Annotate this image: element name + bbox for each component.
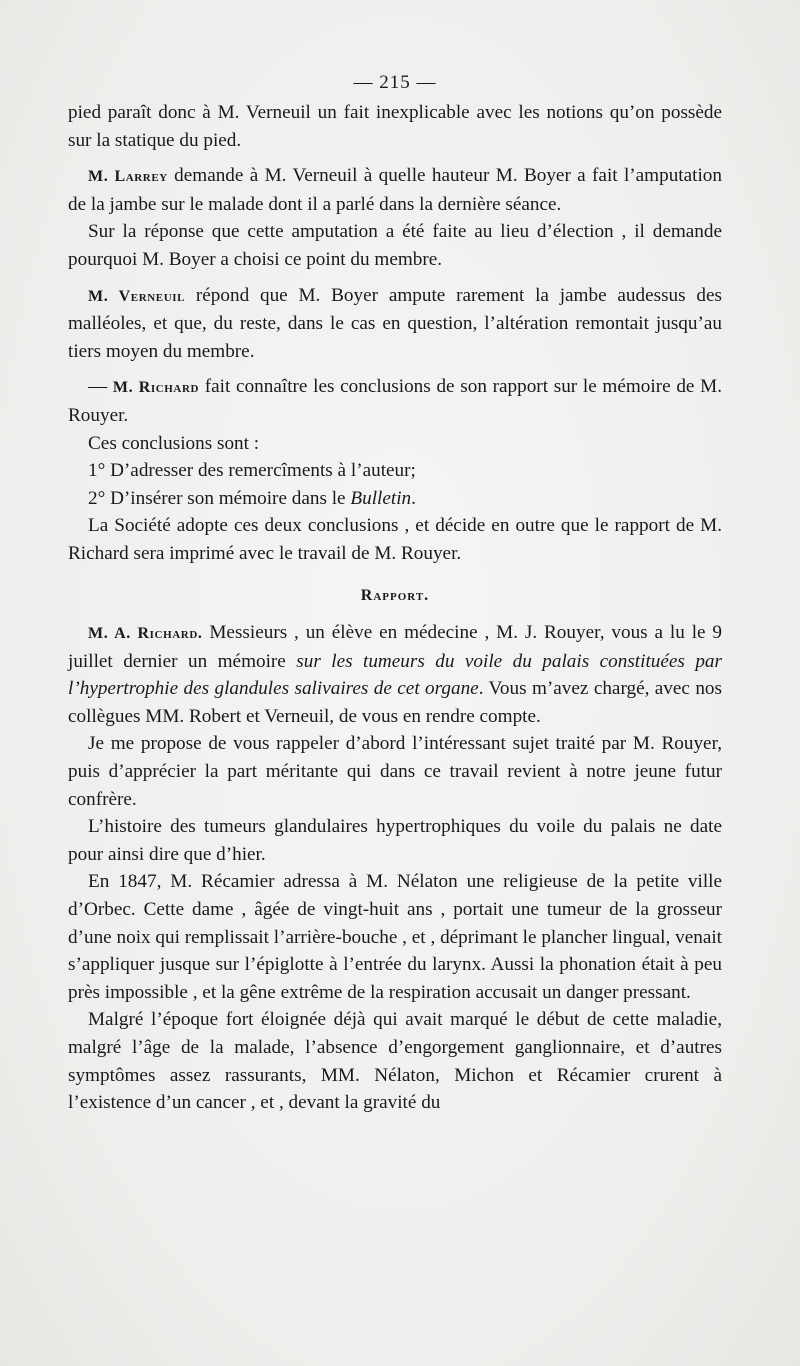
paragraph-text: Ces conclusions sont :: [88, 432, 260, 454]
paragraph-verneuil: [68, 282, 722, 366]
paragraph-cas-1847: [68, 868, 722, 1006]
paragraph-histoire: [68, 813, 722, 868]
dash-prefix: —: [88, 376, 113, 398]
list-item: [68, 457, 722, 485]
paragraph-adoption: [68, 512, 722, 567]
paragraph-continuation: [68, 99, 722, 154]
paragraph-proposition: [68, 730, 722, 813]
list-item-text: 1° D’adresser des remercîments à l’auteur;: [88, 460, 416, 482]
paragraph-text: En 1847, M. Récamier adressa à M. Nélaton une religieuse de la petite ville d’Orbec. Cette dame , âgée de vingt-huit ans , portait une tumeur de la grosseur d’une noix qui remplissait l’arrière-bouche , et , déprimant le plancher lingual, venait s’appliquer jusque sur l’épiglotte à l’entrée du larynx. Aussi la phonation était à peu près impossible , et la gêne extrême de la respiration accusait un danger pressant.: [68, 871, 722, 1003]
paragraph-text: La Société adopte ces deux conclusions , et décide en outre que le rapport de M. Richard sera imprimé avec le travail de M. Rouyer.: [68, 515, 722, 564]
list-item: [68, 485, 722, 513]
list-item-text: 2° D’insérer son mémoire dans le: [88, 487, 351, 509]
list-item-suffix: .: [411, 487, 416, 509]
speaker-name: M. A. Richard.: [88, 625, 203, 643]
speaker-name: M. Larrey: [88, 168, 168, 186]
page-number: — 215 —: [353, 72, 437, 93]
paragraph-text: Sur la réponse que cette amputation a été faite au lieu d’élection , il demande pourquoi M. Boyer a choisi ce point du membre.: [68, 221, 722, 270]
paragraph-text: demande à M. Verneuil à quelle hauteur M. Boyer a fait l’amputation de la jambe sur le malade dont il a parlé dans la dernière séance.: [68, 165, 722, 215]
section-title: Rapport.: [360, 586, 430, 604]
paragraph-text: Malgré l’époque fort éloignée déjà qui avait marqué le début de cette maladie, malgré l’âge de la malade, l’absence d’engorgement ganglionnaire, et d’autres symptômes assez rassurants, MM. Nélaton, Michon et Récamier crurent à l’existence d’un cancer , et , devant la gravité du: [68, 1009, 722, 1114]
paragraph-text: Je me propose de vous rappeler d’abord l’intéressant sujet traité par M. Rouyer, puis d’apprécier la part méritante qui dans ce travail revient à notre jeune futur confrère.: [68, 733, 722, 810]
paragraph-malgre: [68, 1006, 722, 1116]
paragraph-text: . Vous m’avez chargé, avec nos collègues MM. Robert et Verneuil, de vous en rendre compte.: [68, 678, 722, 727]
paragraph-richard: [68, 373, 722, 429]
page-body: [68, 70, 722, 1117]
paragraph-text: pied paraît donc à M. Verneuil un fait inexplicable avec les notions qu’on possède sur la statique du pied.: [68, 102, 722, 151]
speaker-name: M. Verneuil: [88, 287, 186, 305]
paragraph-reponse: [68, 218, 722, 273]
paragraph-larrey: [68, 162, 722, 218]
paragraph-rapport-intro: [68, 619, 722, 730]
memoire-title: sur les tumeurs du voile du palais constituées par l’hypertrophie des glandules salivaires de cet organe: [68, 650, 722, 700]
paragraph-text: fait connaître les conclusions de son rapport sur le mémoire de M. Rouyer.: [68, 376, 722, 426]
paragraph-text: répond que M. Boyer ampute rarement la jambe audessus des malléoles, et que, du reste, dans le cas en question, l’altération remontait jusqu’au tiers moyen du membre.: [68, 284, 722, 362]
paragraph-text: Messieurs , un élève en médecine , M. J. Rouyer, vous a lu le 9 juillet dernier un mémoire: [68, 622, 723, 672]
paragraph-text: L’histoire des tumeurs glandulaires hypertrophiques du voile du palais ne date pour ainsi dire que d’hier.: [68, 816, 722, 865]
bulletin-title: Bulletin: [350, 487, 412, 509]
speaker-name: M. Richard: [112, 379, 200, 397]
paragraph-conclusions: [68, 430, 722, 458]
